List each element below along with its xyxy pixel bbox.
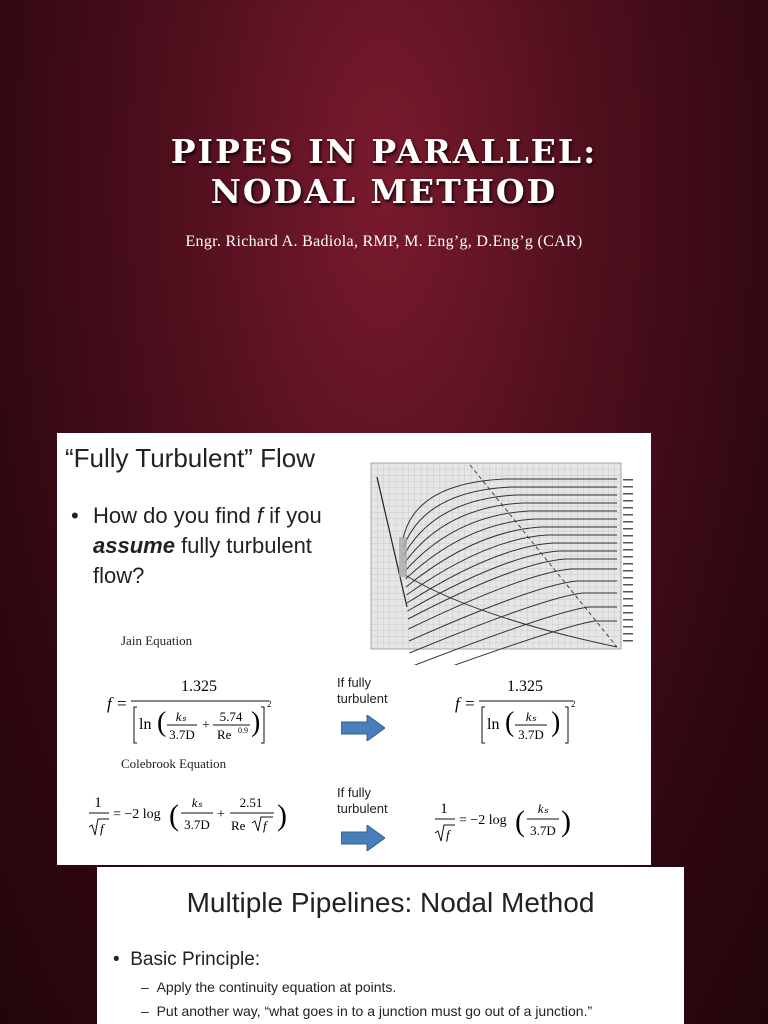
svg-text:1.325: 1.325 [507, 678, 543, 695]
svg-text:2: 2 [571, 699, 576, 709]
svg-text:kₛ: kₛ [537, 801, 549, 816]
svg-text:ln: ln [487, 716, 500, 733]
svg-text:Re: Re [217, 727, 232, 742]
svg-text:1: 1 [440, 801, 448, 817]
right-arrow-icon [341, 715, 385, 741]
colebrook-equation [87, 787, 297, 843]
svg-text:0.9: 0.9 [238, 726, 248, 735]
svg-text:kₛ: kₛ [191, 795, 203, 810]
fully-turbulent-slide [57, 433, 651, 865]
jain-equation [107, 673, 277, 745]
if-fully-turbulent-label-1: If fully turbulent [337, 675, 388, 706]
svg-text:2: 2 [267, 699, 272, 709]
title-line-1: PIPES IN PARALLEL: [170, 132, 598, 171]
svg-text:f: f [100, 821, 104, 836]
svg-text:(: ( [157, 707, 167, 738]
svg-text:): ) [277, 799, 287, 832]
bullet-dot-icon: • [113, 949, 131, 970]
colebrook-simplified-equation [433, 793, 583, 849]
svg-text:+: + [202, 718, 210, 733]
card1-bullet: • How do you find f if you assume fully turbulent flow? [71, 503, 322, 588]
right-arrow-icon [341, 825, 385, 851]
svg-text:kₛ: kₛ [175, 709, 187, 724]
card2-sub-1: – Apply the continuity equation at points. [141, 979, 397, 995]
svg-text:ln: ln [139, 716, 152, 733]
svg-text:f: f [446, 827, 450, 842]
svg-text:(: ( [515, 805, 525, 838]
svg-text:(: ( [169, 799, 179, 832]
svg-text:2.51: 2.51 [239, 795, 263, 810]
svg-text:3.7D: 3.7D [184, 817, 210, 832]
if-fully-turbulent-label-2: If fully turbulent [337, 785, 388, 816]
svg-text:1.325: 1.325 [181, 678, 217, 695]
bullet-dot-icon: • [71, 503, 79, 528]
slide-title [0, 132, 768, 212]
title-line-2: NODAL METHOD [210, 172, 558, 211]
svg-text:kₛ: kₛ [525, 709, 537, 724]
jain-simplified-equation [455, 673, 585, 745]
svg-text:3.7D: 3.7D [169, 727, 195, 742]
card2-title: Multiple Pipelines: Nodal Method [186, 887, 595, 918]
svg-text:5.74: 5.74 [219, 709, 243, 724]
author-line: Engr. Richard A. Badiola, RMP, M. Eng’g, D.Eng’g (CAR) [185, 233, 583, 250]
card1-title: “Fully Turbulent” Flow [65, 443, 315, 473]
svg-text:): ) [551, 707, 561, 738]
card2-sub-2: – Put another way, “what goes in to a junction must go out of a junction.” [141, 1003, 593, 1019]
svg-text:= −2 log: = −2 log [113, 807, 161, 822]
svg-text:3.7D: 3.7D [530, 823, 556, 838]
svg-text:(: ( [505, 707, 515, 738]
svg-text:): ) [251, 707, 261, 738]
nodal-method-slide [97, 867, 684, 1024]
card2-bullet: • Basic Principle: [113, 949, 261, 970]
colebrook-label: Colebrook Equation [121, 756, 227, 771]
svg-text:= −2 log: = −2 log [459, 813, 507, 828]
jain-label: Jain Equation [121, 633, 193, 648]
svg-text:+: + [217, 807, 225, 822]
svg-text:3.7D: 3.7D [518, 727, 544, 742]
svg-text:f =: f = [107, 694, 128, 713]
svg-text:1: 1 [94, 795, 102, 811]
svg-text:f =: f = [455, 694, 476, 713]
svg-text:f: f [263, 818, 267, 833]
moody-diagram-icon [355, 457, 651, 665]
svg-text:): ) [561, 805, 571, 838]
svg-text:Re: Re [231, 818, 246, 833]
